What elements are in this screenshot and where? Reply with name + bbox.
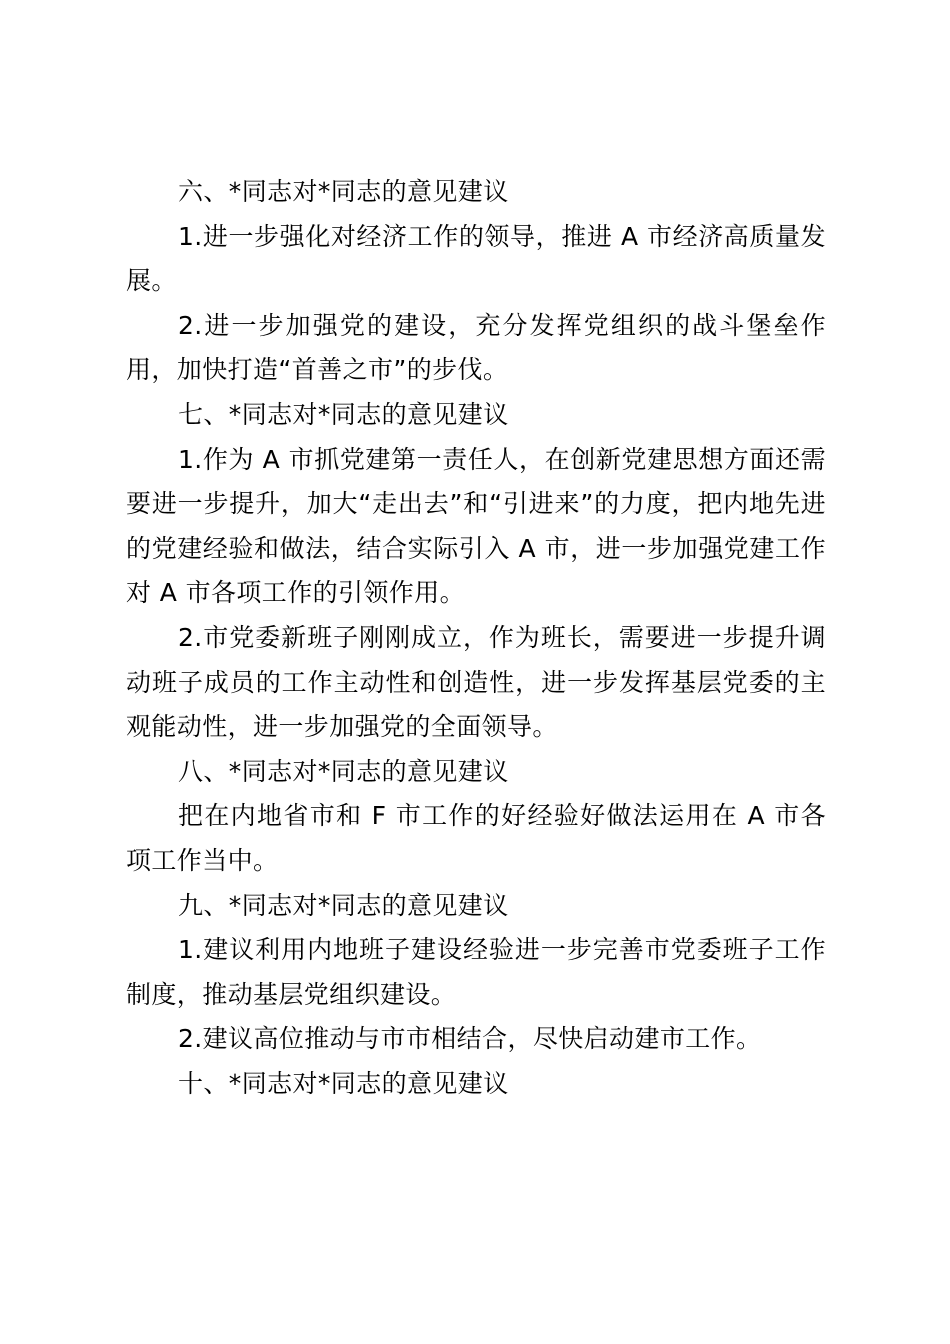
paragraph: 1.作为 A 市抓党建第一责任人，在创新党建思想方面还需要进一步提升，加大“走出去”和“引进来”的力度，把内地先进的党建经验和做法，结合实际引入 A 市，进一步加强党建工作对 A 市各项工作的引领作用。 <box>126 444 826 608</box>
paragraph: 2.市党委新班子刚刚成立，作为班长，需要进一步提升调动班子成员的工作主动性和创造性，进一步发挥基层党委的主观能动性，进一步加强党的全面领导。 <box>126 622 826 742</box>
paragraph: 1.建议利用内地班子建设经验进一步完善市党委班子工作制度，推动基层党组织建设。 <box>126 935 826 1009</box>
section-heading-8: 八、*同志对*同志的意见建议 <box>178 756 509 786</box>
paragraph: 1.进一步强化对经济工作的领导，推进 A 市经济高质量发展。 <box>126 221 826 296</box>
paragraph: 2.建议高位推动与市市相结合，尽快启动建市工作。 <box>178 1024 762 1054</box>
section-heading-10: 十、*同志对*同志的意见建议 <box>178 1068 509 1098</box>
section-heading-9: 九、*同志对*同志的意见建议 <box>178 890 509 920</box>
section-heading-7: 七、*同志对*同志的意见建议 <box>178 399 509 429</box>
document-body <box>126 170 826 1106</box>
section-heading-6: 六、*同志对*同志的意见建议 <box>178 177 509 206</box>
paragraph: 2.进一步加强党的建设，充分发挥党组织的战斗堡垒作用，加快打造“首善之市”的步伐。 <box>126 310 826 385</box>
paragraph: 把在内地省市和 F 市工作的好经验好做法运用在 A 市各项工作当中。 <box>126 801 826 875</box>
